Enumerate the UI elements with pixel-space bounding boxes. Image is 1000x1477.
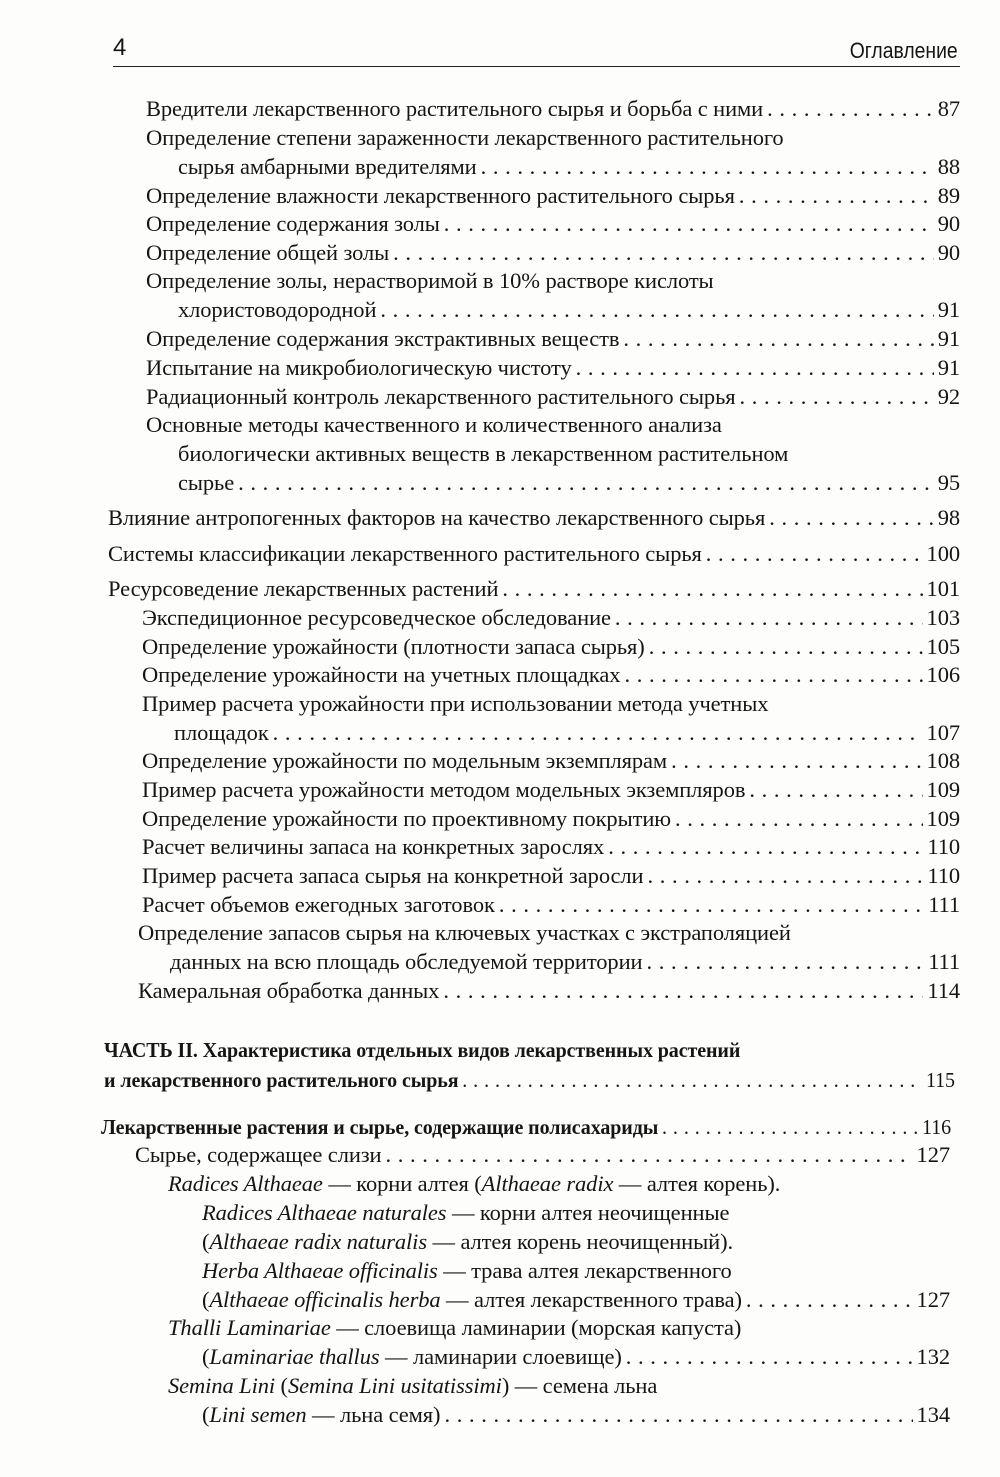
page-header: [113, 30, 960, 67]
entry-page: 127: [916, 1287, 950, 1312]
entry-title: Определение общей золы: [146, 240, 390, 265]
entry-title: (Althaeae officinalis herba — алтея лекарственного трава): [202, 1287, 742, 1312]
entry-line: Radices Althaeae — корни алтея (Althaeae radix — алтея корень).: [168, 1171, 781, 1196]
entry-page: 100: [926, 541, 960, 566]
entry-title: Определение урожайности (плотности запаса сырья): [142, 634, 645, 659]
page-number: 4: [113, 34, 127, 61]
toc-entry: [146, 353, 960, 382]
entry-title: Экспедиционное ресурсоведческое обследование: [142, 605, 611, 630]
entry-line: Herba Althaeae officinalis — трава алтея лекарственного: [202, 1258, 732, 1283]
toc-entry: [142, 660, 960, 689]
entry-line: Определение запасов сырья на ключевых участках с экстраполяцией: [138, 920, 791, 945]
toc-entry: [168, 1169, 950, 1314]
toc-entry: [142, 890, 960, 919]
entry-line: ЧАСТЬ II. Характеристика отдельных видов лекарственных растений: [104, 1038, 741, 1062]
toc-entry: [142, 689, 960, 747]
entry-title: (Laminariae thallus — ламинарии слоевище): [202, 1344, 622, 1369]
toc-entry: [108, 574, 960, 603]
entry-page: 90: [937, 240, 960, 265]
entry-title: Системы классификации лекарственного растительного сырья: [108, 541, 702, 566]
running-head: Оглавление: [850, 38, 958, 63]
toc-entry: [146, 382, 960, 411]
entry-page: 111: [928, 892, 960, 917]
entry-page: 110: [927, 863, 960, 888]
entry-page: 105: [926, 634, 960, 659]
entry-title: (Lini semen — льна семя): [202, 1402, 441, 1427]
entry-title: Радиационный контроль лекарственного растительного сырья: [146, 384, 736, 409]
toc-entry: [108, 539, 960, 568]
toc-entry: [146, 238, 960, 267]
entry-page: 107: [926, 720, 960, 745]
entry-title: Пример расчета урожайности методом модельных экземпляров: [142, 777, 746, 802]
toc-entry: [138, 976, 960, 1005]
entry-page: 132: [916, 1344, 950, 1369]
entry-page: 103: [926, 605, 960, 630]
entry-page: 98: [937, 505, 960, 530]
entry-line: Thalli Laminariae — слоевища ламинарии (морская капуста): [168, 1315, 742, 1340]
entry-page: 91: [937, 297, 960, 322]
toc-entry: [146, 123, 960, 181]
toc-entry: [108, 503, 960, 532]
toc-entry: [146, 94, 960, 123]
entry-line: Пример расчета урожайности при использовании метода учетных: [142, 691, 769, 716]
toc-entry: [168, 1313, 950, 1371]
entry-title: Пример расчета запаса сырья на конкретной заросли: [142, 863, 644, 888]
entry-line: биологически активных веществ в лекарственном растительном: [178, 441, 789, 466]
entry-page: 88: [937, 154, 960, 179]
entry-page: 89: [937, 183, 960, 208]
entry-page: 110: [927, 834, 960, 859]
entry-title: Сырье, содержащее слизи: [135, 1142, 382, 1167]
entry-line: Определение золы, нерастворимой в 10% растворе кислоты: [146, 268, 714, 293]
entry-page: 91: [937, 326, 960, 351]
toc-entry: [142, 775, 960, 804]
toc-part-heading: [104, 1035, 955, 1095]
toc-section-heading: [101, 1113, 951, 1142]
entry-title: Определение урожайности на учетных площадках: [142, 662, 621, 687]
entry-title: Определение влажности лекарственного растительного сырья: [146, 183, 735, 208]
entry-title: Расчет величины запаса на конкретных зарослях: [142, 834, 605, 859]
entry-title: Камеральная обработка данных: [138, 978, 440, 1003]
toc-entry: [142, 804, 960, 833]
toc-entry: [168, 1371, 950, 1429]
entry-page: 90: [937, 211, 960, 236]
entry-title: Определение урожайности по модельным экземплярам: [142, 748, 668, 773]
toc-entry: [135, 1140, 950, 1169]
toc-entry: [138, 918, 960, 976]
toc-entry: [142, 632, 960, 661]
entry-title: данных на всю площадь обследуемой территории: [170, 949, 643, 974]
entry-title: сырье: [178, 470, 235, 495]
entry-page: 91: [937, 355, 960, 380]
entry-page: 108: [926, 748, 960, 773]
toc-entry: [146, 410, 960, 497]
entry-page: 87: [937, 96, 960, 121]
entry-title: Определение урожайности по проективному покрытию: [142, 806, 671, 831]
entry-line: Определение степени зараженности лекарственного растительного: [146, 125, 784, 150]
entry-page: 115: [925, 1068, 955, 1092]
entry-page: 134: [916, 1402, 950, 1427]
entry-page: 109: [926, 777, 960, 802]
entry-title: Расчет объемов ежегодных заготовок: [142, 892, 495, 917]
entry-title: Испытание на микробиологическую чистоту: [146, 355, 572, 380]
toc-entry: [146, 181, 960, 210]
entry-page: 127: [916, 1142, 950, 1167]
entry-title: и лекарственного растительного сырья: [104, 1068, 459, 1092]
toc-entry: [142, 603, 960, 632]
toc-entry: [142, 746, 960, 775]
entry-page: 95: [937, 470, 960, 495]
entry-page: 111: [928, 949, 960, 974]
entry-line: Radices Althaeae naturales — корни алтея неочищенные: [202, 1200, 730, 1225]
toc-entry: [142, 832, 960, 861]
entry-line: (Althaeae radix naturalis — алтея корень неочищенный).: [202, 1229, 733, 1254]
entry-title: Определение содержания экстрактивных веществ: [146, 326, 620, 351]
toc-entry: [146, 266, 960, 324]
toc-entry: [146, 209, 960, 238]
entry-title: Ресурсоведение лекарственных растений: [108, 576, 499, 601]
entry-page: 109: [926, 806, 960, 831]
toc-entry: [142, 861, 960, 890]
entry-title: Вредители лекарственного растительного сырья и борьба с ними: [146, 96, 764, 121]
entry-page: 116: [922, 1115, 952, 1139]
entry-page: 92: [937, 384, 960, 409]
entry-title: Определение содержания золы: [146, 211, 440, 236]
entry-line: Semina Lini (Semina Lini usitatissimi) — семена льна: [168, 1373, 658, 1398]
entry-title: сырья амбарными вредителями: [178, 154, 477, 179]
entry-title: Влияние антропогенных факторов на качество лекарственного сырья: [108, 505, 766, 530]
entry-title: Лекарственные растения и сырье, содержащие полисахариды: [101, 1115, 659, 1139]
entry-page: 101: [926, 576, 960, 601]
toc-entry: [146, 324, 960, 353]
entry-title: хлористоводородной: [178, 297, 377, 322]
entry-title: площадок: [174, 720, 269, 745]
entry-page: 106: [926, 662, 960, 687]
entry-line: Основные методы качественного и количественного анализа: [146, 412, 722, 437]
entry-page: 114: [927, 978, 960, 1003]
